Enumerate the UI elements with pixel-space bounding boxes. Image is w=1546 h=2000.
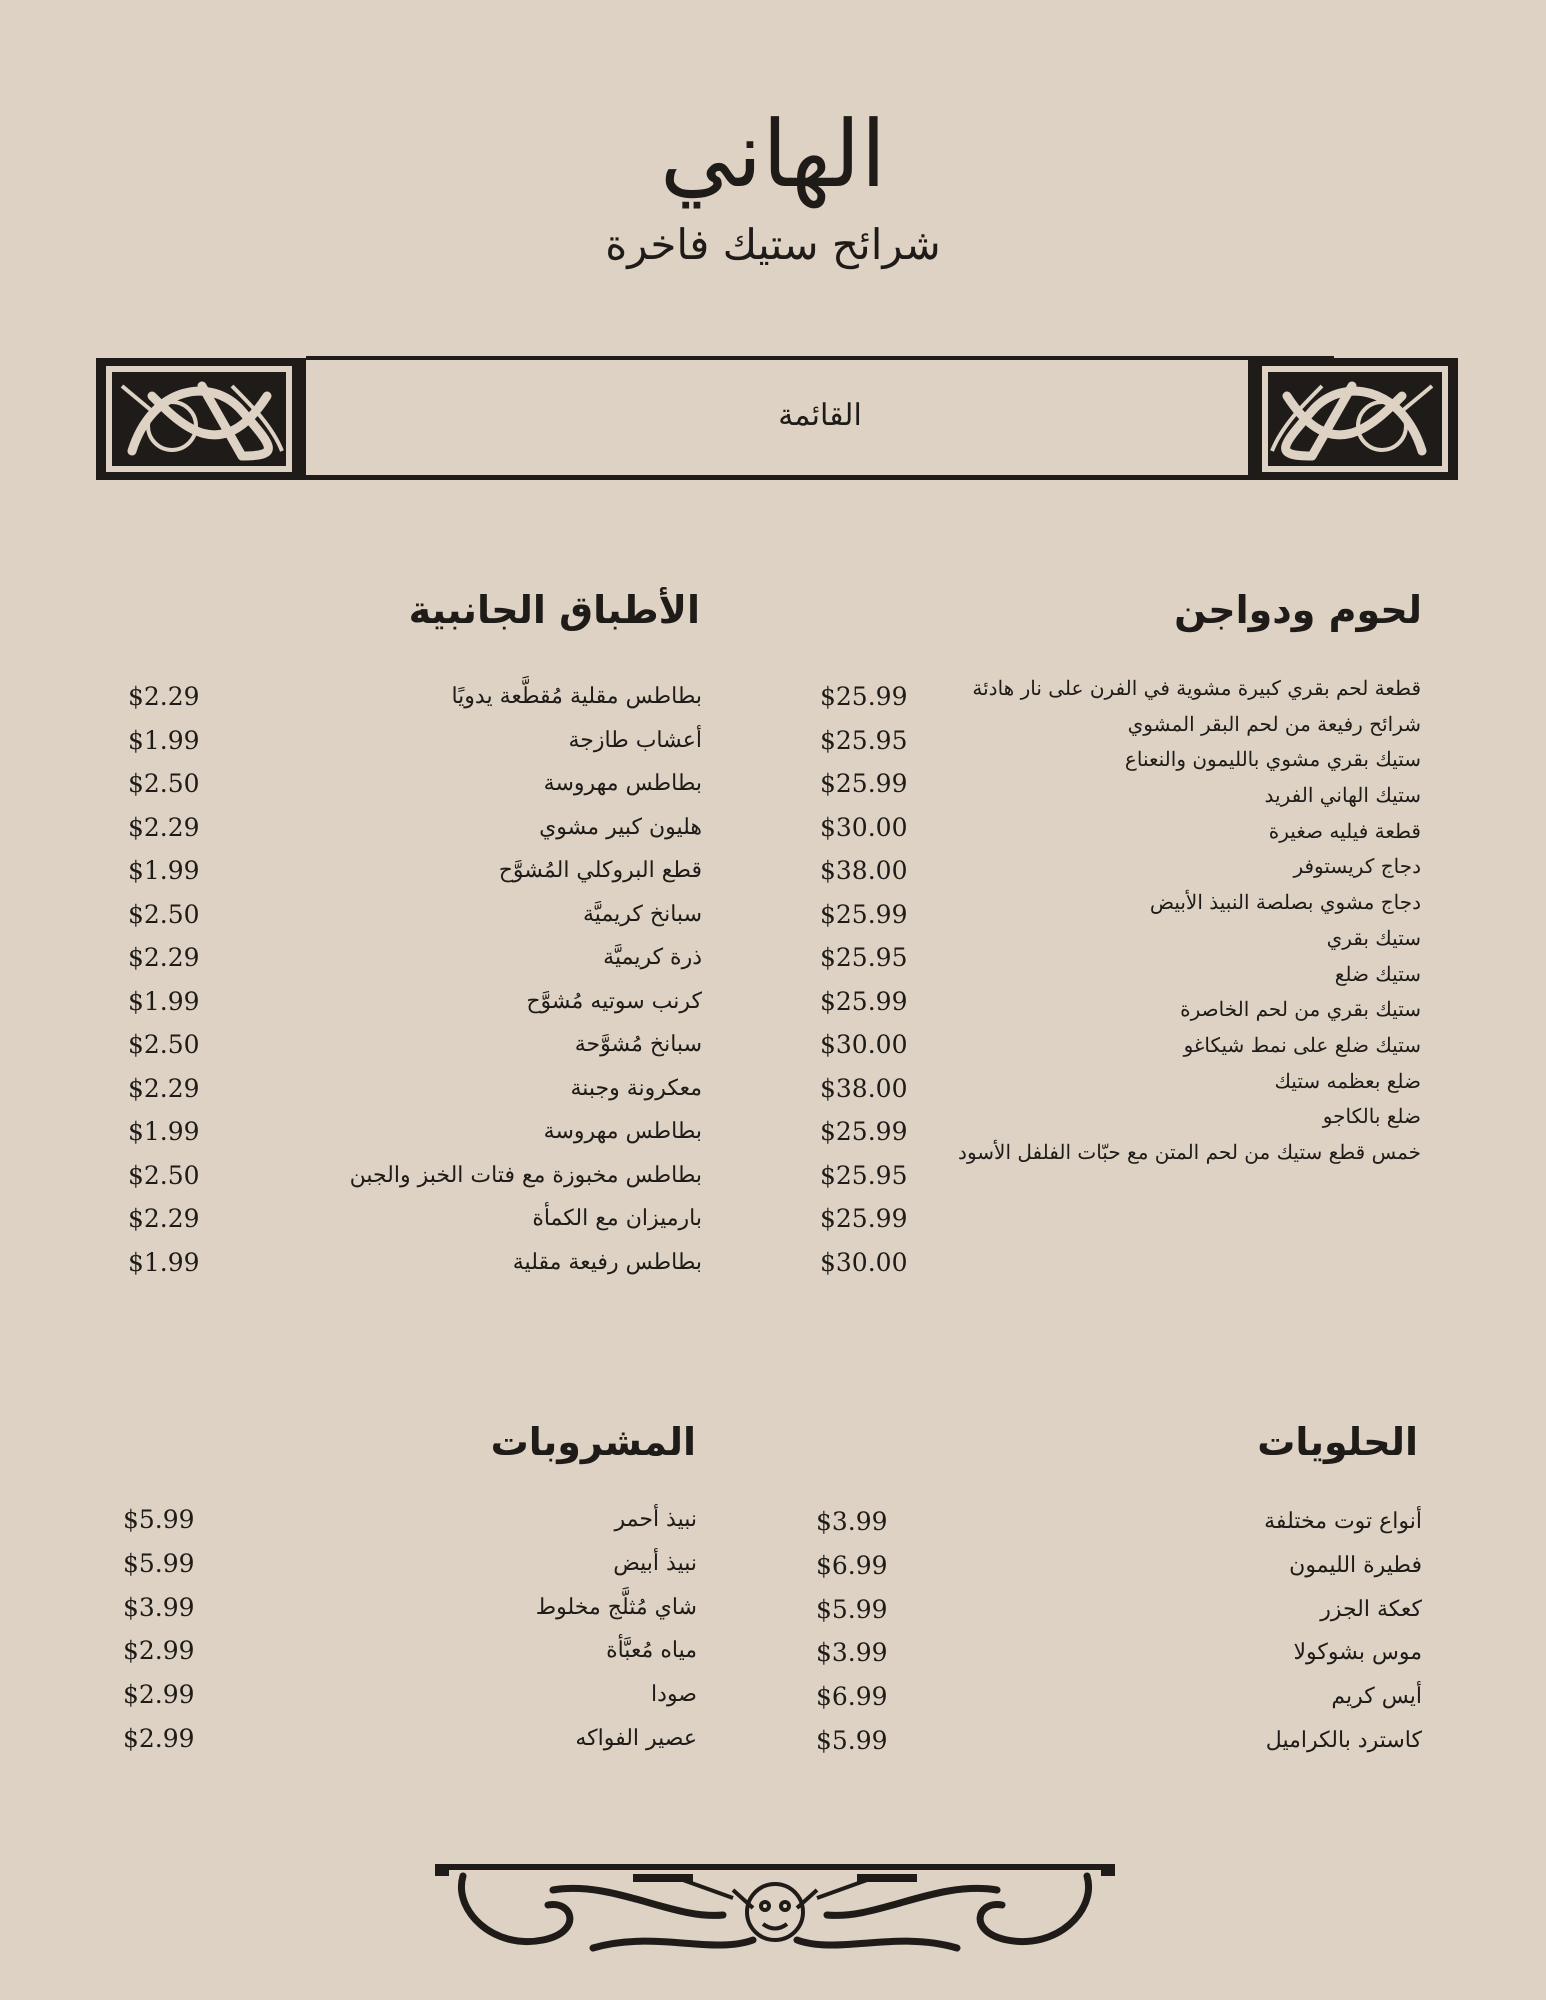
menu-item-price: $6.99 bbox=[816, 1682, 888, 1712]
menu-item-price: $25.99 bbox=[820, 986, 908, 1016]
menu-item bbox=[123, 1498, 697, 1542]
menu-item-name: ستيك بقري bbox=[1326, 925, 1421, 950]
scroll-crest-ornament-icon bbox=[433, 1860, 1117, 1960]
menu-item-name: ستيك ضلع bbox=[1334, 961, 1421, 986]
menu-item-name: شرائح رفيعة من لحم البقر المشوي bbox=[1127, 711, 1421, 736]
menu-item bbox=[128, 1241, 702, 1285]
menu-item-name: قطع البروكلي المُشوَّح bbox=[498, 858, 702, 883]
menu-item-price: $2.29 bbox=[128, 1073, 200, 1103]
menu-item-name: بارميزان مع الكمأة bbox=[532, 1206, 702, 1231]
menu-item bbox=[123, 1673, 697, 1717]
menu-item-price-row bbox=[820, 806, 940, 850]
menu-item-price: $2.50 bbox=[128, 899, 200, 929]
menu-item-price: $1.99 bbox=[128, 986, 200, 1016]
menu-item-price: $30.00 bbox=[820, 1247, 908, 1277]
menu-item bbox=[128, 1197, 702, 1241]
menu-item-price: $25.99 bbox=[820, 1204, 908, 1233]
menu-item-price-row bbox=[820, 1197, 940, 1241]
menu-item-price: $5.99 bbox=[816, 1594, 888, 1624]
menu-item-name: عصير الفواكه bbox=[575, 1725, 697, 1751]
menu-item bbox=[128, 849, 702, 893]
menu-item-name: سبانخ كريميَّة bbox=[583, 901, 702, 927]
menu-item-price: $25.95 bbox=[820, 1160, 908, 1190]
menu-item-name: أنواع توت مختلفة bbox=[1264, 1509, 1422, 1534]
desserts-item-list bbox=[816, 1500, 1422, 1763]
menu-item-name: مياه مُعبَّأة bbox=[606, 1638, 697, 1664]
menu-item-name: فطيرة الليمون bbox=[1289, 1552, 1422, 1578]
menu-item-price: $1.99 bbox=[128, 856, 200, 885]
banner-frame bbox=[306, 356, 1334, 480]
menu-item-price: $3.99 bbox=[816, 1507, 888, 1536]
menu-item-price: $2.50 bbox=[128, 1160, 200, 1190]
menu-item-name: أعشاب طازجة bbox=[568, 727, 702, 753]
menu-item-name: دجاج مشوي بصلصة النبيذ الأبيض bbox=[1149, 890, 1421, 915]
menu-item-name: موس بشوكولا bbox=[1293, 1640, 1422, 1666]
menu-item-price-row bbox=[820, 1023, 940, 1067]
menu-item bbox=[123, 1629, 697, 1673]
menu-item-price: $25.95 bbox=[820, 943, 908, 972]
menu-item-price: $6.99 bbox=[816, 1550, 888, 1580]
menu-label: القائمة bbox=[778, 398, 862, 433]
menu-item bbox=[128, 936, 702, 980]
menu-item-name: كرنب سوتيه مُشوَّح bbox=[526, 988, 702, 1014]
menu-item-name: ستيك بقري من لحم الخاصرة bbox=[1180, 997, 1421, 1022]
menu-item bbox=[816, 1588, 1422, 1632]
menu-item-price: $2.99 bbox=[123, 1636, 195, 1666]
menu-item-name: نبيذ أحمر bbox=[614, 1507, 697, 1532]
menu-item-price-row bbox=[820, 936, 940, 980]
section-heading-drinks: المشروبات bbox=[490, 1420, 696, 1464]
menu-item-name: كاسترد بالكراميل bbox=[1265, 1727, 1422, 1753]
restaurant-tagline: شرائح ستيك فاخرة bbox=[605, 220, 941, 269]
menu-item-price: $1.99 bbox=[128, 725, 200, 755]
menu-item-price: $2.29 bbox=[128, 943, 200, 972]
menu-item-price: $2.29 bbox=[128, 1204, 200, 1233]
menu-item-price: $2.29 bbox=[128, 812, 200, 842]
menu-item bbox=[128, 762, 702, 806]
menu-item-name: بطاطس مقلية مُقطَّعة يدويًا bbox=[451, 684, 702, 709]
meats-price-list bbox=[820, 675, 940, 1284]
menu-item-price: $30.00 bbox=[820, 1030, 908, 1059]
menu-item bbox=[128, 980, 702, 1024]
menu-item-name: قطعة فيليه صغيرة bbox=[1268, 818, 1421, 843]
menu-item-price-row bbox=[820, 1067, 940, 1111]
menu-item-price: $38.00 bbox=[820, 856, 908, 885]
menu-item-price: $30.00 bbox=[820, 812, 908, 842]
menu-item bbox=[123, 1717, 697, 1761]
menu-item-name: بطاطس مهروسة bbox=[543, 771, 702, 796]
menu-item-name: كعكة الجزر bbox=[1320, 1596, 1422, 1622]
menu-item bbox=[123, 1542, 697, 1586]
menu-item-name: بطاطس رفيعة مقلية bbox=[512, 1249, 702, 1275]
menu-item bbox=[816, 1544, 1422, 1588]
menu-item-price: $38.00 bbox=[820, 1073, 908, 1103]
section-heading-meats: لحوم ودواجن bbox=[1174, 588, 1422, 632]
menu-item-name: أيس كريم bbox=[1331, 1684, 1422, 1710]
menu-item bbox=[128, 1110, 702, 1154]
menu-item-price: $25.99 bbox=[820, 1117, 908, 1146]
menu-item-price: $2.50 bbox=[128, 769, 200, 798]
menu-item-price-row bbox=[820, 1241, 940, 1285]
menu-item-price: $25.99 bbox=[820, 682, 908, 711]
menu-item-price: $5.99 bbox=[123, 1548, 195, 1578]
menu-item-price: $25.95 bbox=[820, 725, 908, 755]
menu-item bbox=[128, 719, 702, 763]
menu-item bbox=[128, 1067, 702, 1111]
menu-item bbox=[816, 1719, 1422, 1763]
menu-item bbox=[128, 806, 702, 850]
menu-item-price: $5.99 bbox=[816, 1725, 888, 1755]
menu-item-name: شاي مُثلَّج مخلوط bbox=[535, 1594, 697, 1620]
menu-item-name: ضلع بالكاجو bbox=[1322, 1104, 1421, 1129]
menu-item-name: ستيك ضلع على نمط شيكاغو bbox=[1183, 1032, 1421, 1057]
section-heading-sides: الأطباق الجانبية bbox=[408, 588, 700, 632]
menu-item-price: $5.99 bbox=[123, 1505, 195, 1534]
menu-item-name: سبانخ مُشوَّحة bbox=[574, 1032, 702, 1057]
menu-item bbox=[128, 1154, 702, 1198]
menu-item-price-row bbox=[820, 675, 940, 719]
menu-item-price: $3.99 bbox=[123, 1592, 195, 1622]
menu-item-name: صودا bbox=[651, 1682, 697, 1708]
menu-item-price: $2.99 bbox=[123, 1723, 195, 1753]
menu-item-price-row bbox=[820, 719, 940, 763]
menu-item-price-row bbox=[820, 849, 940, 893]
celtic-knot-ornament-icon bbox=[1248, 356, 1462, 486]
menu-item-price: $2.99 bbox=[123, 1680, 195, 1710]
menu-item-name: بطاطس مخبوزة مع فتات الخبز والجبن bbox=[349, 1162, 702, 1188]
menu-item-name: ضلع بعظمه ستيك bbox=[1274, 1068, 1421, 1093]
drinks-item-list bbox=[123, 1498, 697, 1761]
section-heading-desserts: الحلويات bbox=[1257, 1420, 1418, 1464]
menu-item bbox=[128, 1023, 702, 1067]
menu-item-price: $2.50 bbox=[128, 1030, 200, 1059]
menu-item bbox=[816, 1631, 1422, 1675]
menu-item-price: $25.99 bbox=[820, 769, 908, 798]
menu-item-name: ستيك الهاني الفريد bbox=[1264, 783, 1421, 808]
menu-item-name: ستيك بقري مشوي بالليمون والنعناع bbox=[1124, 747, 1421, 772]
menu-item-price-row bbox=[820, 893, 940, 937]
menu-item-name: قطعة لحم بقري كبيرة مشوية في الفرن على نار هادئة bbox=[972, 676, 1421, 700]
menu-item-price: $3.99 bbox=[816, 1638, 888, 1668]
sides-item-list bbox=[128, 675, 702, 1284]
restaurant-name: الهاني bbox=[659, 101, 887, 208]
menu-item-name: بطاطس مهروسة bbox=[543, 1119, 702, 1144]
menu-banner bbox=[92, 356, 1462, 486]
menu-item-price: $1.99 bbox=[128, 1247, 200, 1277]
menu-item-name: دجاج كريستوفر bbox=[1293, 854, 1421, 879]
menu-item-name: معكرونة وجبنة bbox=[570, 1075, 702, 1101]
menu-item bbox=[816, 1500, 1422, 1544]
celtic-knot-ornament-icon bbox=[92, 356, 306, 486]
menu-item-name: خمس قطع ستيك من لحم المتن مع حبّات الفلفل الأسود bbox=[958, 1139, 1421, 1164]
menu-item-name: هليون كبير مشوي bbox=[539, 814, 702, 840]
menu-item-price-row bbox=[820, 980, 940, 1024]
menu-item-price-row bbox=[820, 1154, 940, 1198]
menu-item bbox=[128, 893, 702, 937]
menu-item-price: $2.29 bbox=[128, 682, 200, 711]
menu-item-name: ذرة كريميَّة bbox=[603, 945, 702, 970]
menu-item-price: $25.99 bbox=[820, 899, 908, 929]
menu-item bbox=[816, 1675, 1422, 1719]
menu-item bbox=[123, 1586, 697, 1630]
menu-item-price-row bbox=[820, 1110, 940, 1154]
menu-item-price: $1.99 bbox=[128, 1117, 200, 1146]
menu-item bbox=[128, 675, 702, 719]
menu-item-name: نبيذ أبيض bbox=[613, 1550, 697, 1576]
menu-item-price-row bbox=[820, 762, 940, 806]
